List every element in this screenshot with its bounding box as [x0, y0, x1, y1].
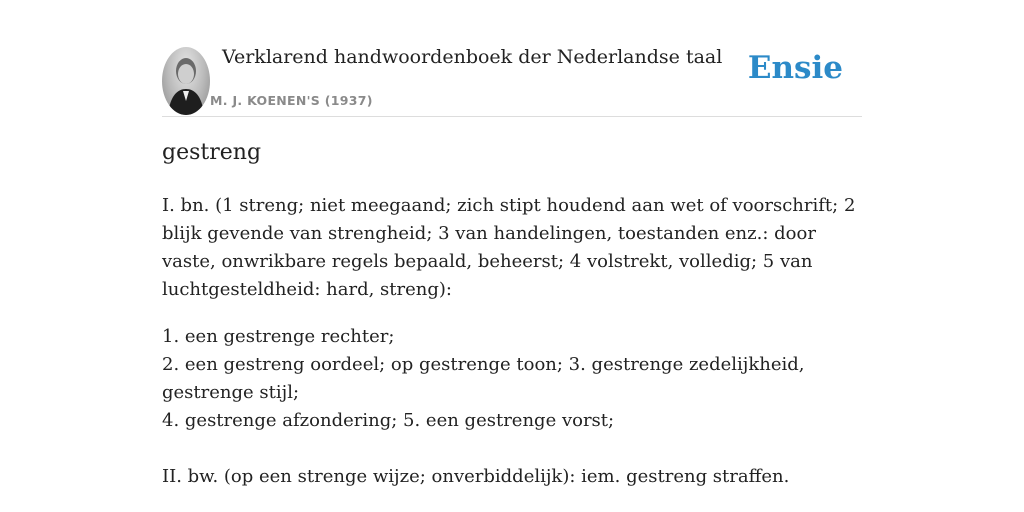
dictionary-page [162, 0, 862, 512]
example-line: 4. gestrenge afzondering; 5. een gestrenge vorst; [162, 410, 615, 431]
dictionary-subtitle: M. J. KOENEN'S (1937) [210, 93, 373, 108]
entry-definition: I. bn. (1 streng; niet meegaand; zich stipt houdend aan wet of voorschrift; 2 blijk gevende van strengheid; 3 van handelingen, toestanden enz.: door vaste, onwrikbare regels bepaald, beheerst; 4 volstrekt, volledig; 5 van luchtgesteldheid: hard, streng): [162, 195, 856, 300]
ensie-logo-link[interactable]: Ensie [747, 50, 843, 86]
entry-examples [162, 323, 862, 435]
entry-adverb: II. bw. (op een strenge wijze; onverbiddelijk): iem. gestreng straffen. [162, 466, 790, 487]
entry-headword: gestreng [162, 140, 262, 165]
example-line: 1. een gestrenge rechter; [162, 326, 395, 347]
page-header [162, 0, 862, 117]
example-line: 2. een gestreng oordeel; op gestrenge toon; 3. gestrenge zedelijkheid, gestrenge stijl; [162, 354, 805, 403]
author-portrait-icon [162, 47, 210, 115]
dictionary-title: Verklarend handwoordenboek der Nederlandse taal [222, 46, 723, 68]
